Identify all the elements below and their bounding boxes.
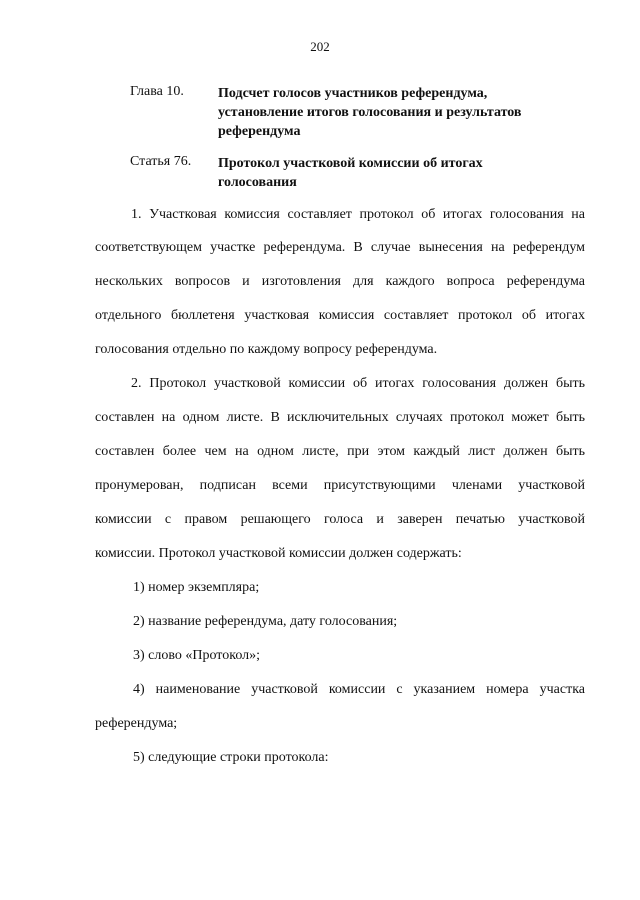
body-line: голосования отдельно по каждому вопросу референдума.: [95, 342, 438, 357]
chapter-title-line: Подсчет голосов участников референдума,: [218, 86, 488, 101]
article-title: [218, 154, 538, 192]
chapter-title: [218, 84, 538, 141]
list-item: 4) наименование участковой комиссии с указанием номера участка: [133, 682, 585, 697]
article-label: Статья 76.: [130, 154, 192, 169]
chapter-title-line: установление итогов голосования и результатов: [218, 105, 522, 120]
chapter-title-line: референдума: [218, 124, 301, 139]
list-item: 5) следующие строки протокола:: [133, 750, 329, 765]
body-line: отдельного бюллетеня участковая комиссия составляет протокол об итогах: [95, 308, 585, 323]
list-item: 2) название референдума, дату голосования;: [133, 614, 398, 629]
body-line: нескольких вопросов и изготовления для каждого вопроса референдума: [95, 274, 585, 289]
list-item: 1) номер экземпляра;: [133, 580, 260, 595]
article-title-line: Протокол участковой комиссии об итогах: [218, 156, 483, 171]
body-line: комиссии. Протокол участковой комиссии должен содержать:: [95, 546, 462, 561]
list-item: 3) слово «Протокол»;: [133, 648, 261, 663]
body-line: соответствующем участке референдума. В случае вынесения на референдум: [95, 240, 585, 255]
body-line: комиссии с правом решающего голоса и заверен печатью участковой: [95, 512, 585, 527]
body-line: составлен на одном листе. В исключительных случаях протокол может быть: [95, 410, 585, 425]
chapter-label: Глава 10.: [130, 84, 184, 99]
body-line: составлен более чем на одном листе, при этом каждый лист должен быть: [95, 444, 585, 459]
article-title-line: голосования: [218, 175, 297, 190]
body-line: 1. Участковая комиссия составляет протокол об итогах голосования на: [131, 207, 585, 222]
body-line: референдума;: [95, 716, 178, 731]
body-line: 2. Протокол участковой комиссии об итогах голосования должен быть: [131, 376, 585, 391]
body-line: пронумерован, подписан всеми присутствующими членами участковой: [95, 478, 585, 493]
page-number: 202: [310, 39, 330, 54]
